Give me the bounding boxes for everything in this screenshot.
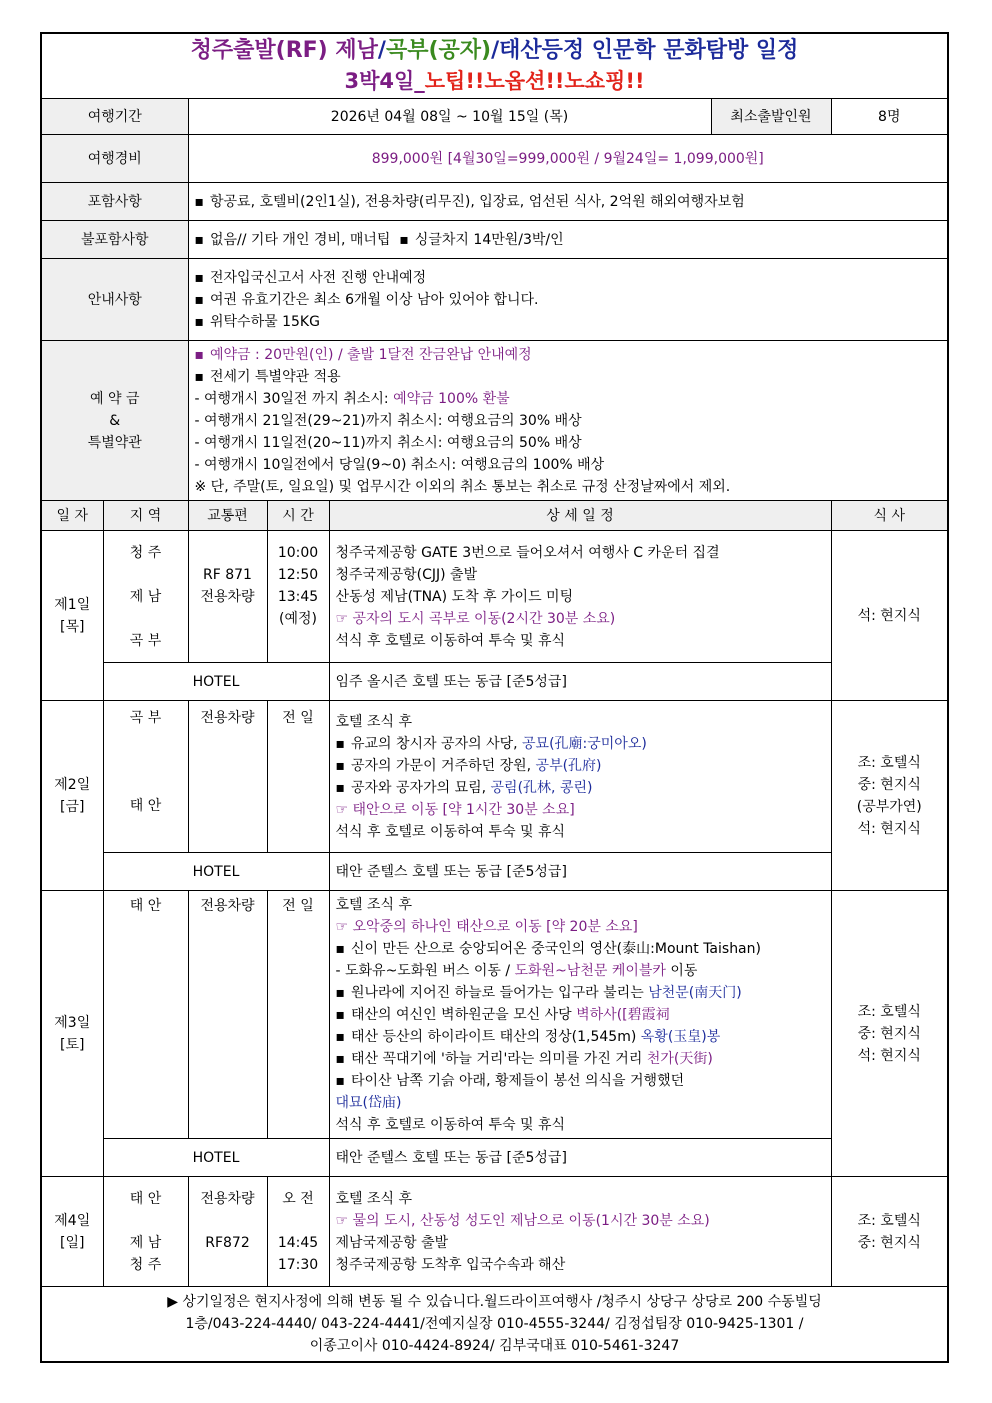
itinerary-table: [40, 32, 949, 1363]
period-label: 여행기간: [41, 99, 188, 135]
period-value: 2026년 04월 08일 ~ 10월 15일 (목): [188, 99, 711, 135]
day2-hotel-label: HOTEL: [103, 853, 329, 891]
cost-value: 899,000원 [4월30일=999,000원 / 9월24일= 1,099,000원]: [188, 135, 948, 183]
day1-hotel-label: HOTEL: [103, 663, 329, 701]
day1-region: 청 주 제 남 곡 부: [103, 531, 188, 663]
day3-meal: 조: 호텔식 중: 현지식 석: 현지식: [831, 891, 948, 1177]
day2-hotel: 태안 준텔스 호텔 또는 동급 [준5성급]: [329, 853, 831, 891]
day3-hotel-label: HOTEL: [103, 1139, 329, 1177]
exclude-label: 불포함사항: [41, 221, 188, 259]
page-subtitle: 3박4일_노팁!!노옵션!!노쇼핑!!: [344, 69, 645, 93]
day3-transport: 전용차량: [188, 891, 267, 1139]
day1-meal: 석: 현지식: [831, 531, 948, 701]
footer-contact: ▶ 상기일정은 현지사정에 의해 변동 될 수 있습니다.월드라이프여행사 /청주시 상당구 상당로 200 수동빌딩 1층/043-224-4440/ 043-224-4441/전예지실장 010-4555-3244/ 김정섭팀장 010-9425-1301 / 이종고이사 010-4424-8924/ 김부국대표 010-5461-3247: [41, 1287, 948, 1363]
col-meal: 식 사: [831, 501, 948, 531]
day1-label: 제1일 [목]: [41, 531, 103, 701]
notice-item: ▪ 위탁수하물 15KG: [195, 311, 942, 333]
day2-transport: 전용차량: [188, 701, 267, 853]
min-people-value: 8명: [831, 99, 948, 135]
day4-label: 제4일 [일]: [41, 1177, 103, 1287]
day1-row: [41, 531, 948, 663]
day2-time: 전 일: [267, 701, 329, 853]
day2-meal: 조: 호텔식 중: 현지식 (공부가연) 석: 현지식: [831, 701, 948, 891]
day3-time: 전 일: [267, 891, 329, 1139]
notice-item: ▪ 전자입국신고서 사전 진행 안내예정: [195, 267, 942, 289]
min-people-label: 최소출발인원: [711, 99, 831, 135]
notice-item: ▪ 여권 유효기간은 최소 6개월 이상 남아 있어야 합니다.: [195, 289, 942, 311]
cost-label: 여행경비: [41, 135, 188, 183]
day4-row: [41, 1177, 948, 1287]
day3-label: 제3일 [토]: [41, 891, 103, 1177]
day3-row: [41, 891, 948, 1139]
notice-label: 안내사항: [41, 259, 188, 341]
day4-region: 태 안 제 남 청 주: [103, 1177, 188, 1287]
day2-region: 곡 부 태 안: [103, 701, 188, 853]
day4-transport: 전용차량 RF872: [188, 1177, 267, 1287]
day4-detail: 호텔 조식 후 ☞ 물의 도시, 산동성 성도인 제남으로 이동(1시간 30분 소요) 제남국제공항 출발 청주국제공항 도착후 입국수속과 해산: [329, 1177, 831, 1287]
day2-row: [41, 701, 948, 853]
col-detail: 상 세 일 정: [329, 501, 831, 531]
day3-detail: 호텔 조식 후 ☞ 오악중의 하나인 태산으로 이동 [약 20분 소요] ▪ 신이 만든 산으로 숭앙되어온 중국인의 영산(泰山:Mount Taishan) - 도화유~도화원 버스 이동 / 도화원~남천문 케이블카 이동 ▪ 원나라에 지어진 하늘로 들어가는 입구라 불리는 남천문(南天门) ▪ 태산의 여신인 벽하원군을 모신 사당 벽하사([碧霞祠 ▪ 태산 등산의 하이라이트 태산의 정상(1,545m) 옥황(玉皇)봉 ▪ 태산 꼭대기에 '하늘 거리'라는 의미를 가진 거리 천가(天街) ▪ 타이산 남쪽 기슭 아래, 황제들이 봉선 의식을 거행했던 대묘(岱庙) 석식 후 호텔로 이동하여 투숙 및 휴식: [329, 891, 831, 1139]
page-title: 청주출발(RF) 제남/곡부(공자)/태산등정 인문학 문화탐방 일정: [190, 38, 799, 63]
day1-transport: RF 871 전용차량: [188, 531, 267, 663]
day1-time: 10:00 12:50 13:45 (예정): [267, 531, 329, 663]
day2-detail: 호텔 조식 후 ▪ 유교의 창시자 공자의 사당, 공묘(孔廟:궁미아오) ▪ 공자의 가문이 거주하던 장원, 공부(孔府) ▪ 공자와 공자가의 묘림, 공림(孔林, 콩린) ☞ 태안으로 이동 [약 1시간 30분 소요] 석식 후 호텔로 이동하여 투숙 및 휴식: [329, 701, 831, 853]
deposit-terms: ▪ 예약금 : 20만원(인) / 출발 1달전 잔금완납 안내예정 ▪ 전세기 특별약관 적용 - 여행개시 30일전 까지 취소시: 예약금 100% 환불 - 여행개시 21일전(29~21)까지 취소시: 여행요금의 30% 배상 - 여행개시 11일전(20~11)까지 취소시: 여행요금의 50% 배상 - 여행개시 10일전에서 당일(9~0) 취소시: 여행요금의 100% 배상 ※ 단, 주말(토, 일요일) 및 업무시간 이외의 취소 통보는 취소로 규정 산정날짜에서 제외.: [188, 341, 948, 501]
col-region: 지 역: [103, 501, 188, 531]
itinerary-document: [40, 32, 947, 1363]
include-value: ▪ 항공료, 호텔비(2인1실), 전용차량(리무진), 입장료, 엄선된 식사, 2억원 해외여행자보험: [188, 183, 948, 221]
include-label: 포함사항: [41, 183, 188, 221]
title-cell: [41, 33, 948, 99]
exclude-value: ▪ 없음// 기타 개인 경비, 매너팁 ▪ 싱글차지 14만원/3박/인: [188, 221, 948, 259]
day3-hotel: 태안 준텔스 호텔 또는 동급 [준5성급]: [329, 1139, 831, 1177]
day1-detail: 청주국제공항 GATE 3번으로 들어오셔서 여행사 C 카운터 집결 청주국제공항(CJJ) 출발 산동성 제남(TNA) 도착 후 가이드 미팅 ☞ 공자의 도시 곡부로 이동(2시간 30분 소요) 석식 후 호텔로 이동하여 투숙 및 휴식: [329, 531, 831, 663]
deposit-label: 예 약 금 & 특별약관: [41, 341, 188, 501]
day1-hotel: 임주 올시즌 호텔 또는 동급 [준5성급]: [329, 663, 831, 701]
day3-region: 태 안: [103, 891, 188, 1139]
col-day: 일 자: [41, 501, 103, 531]
notice-list: [188, 259, 948, 341]
day4-meal: 조: 호텔식 중: 현지식: [831, 1177, 948, 1287]
day4-time: 오 전 14:45 17:30: [267, 1177, 329, 1287]
col-transport: 교통편: [188, 501, 267, 531]
day2-label: 제2일 [금]: [41, 701, 103, 891]
col-time: 시 간: [267, 501, 329, 531]
schedule-header: [41, 501, 948, 531]
